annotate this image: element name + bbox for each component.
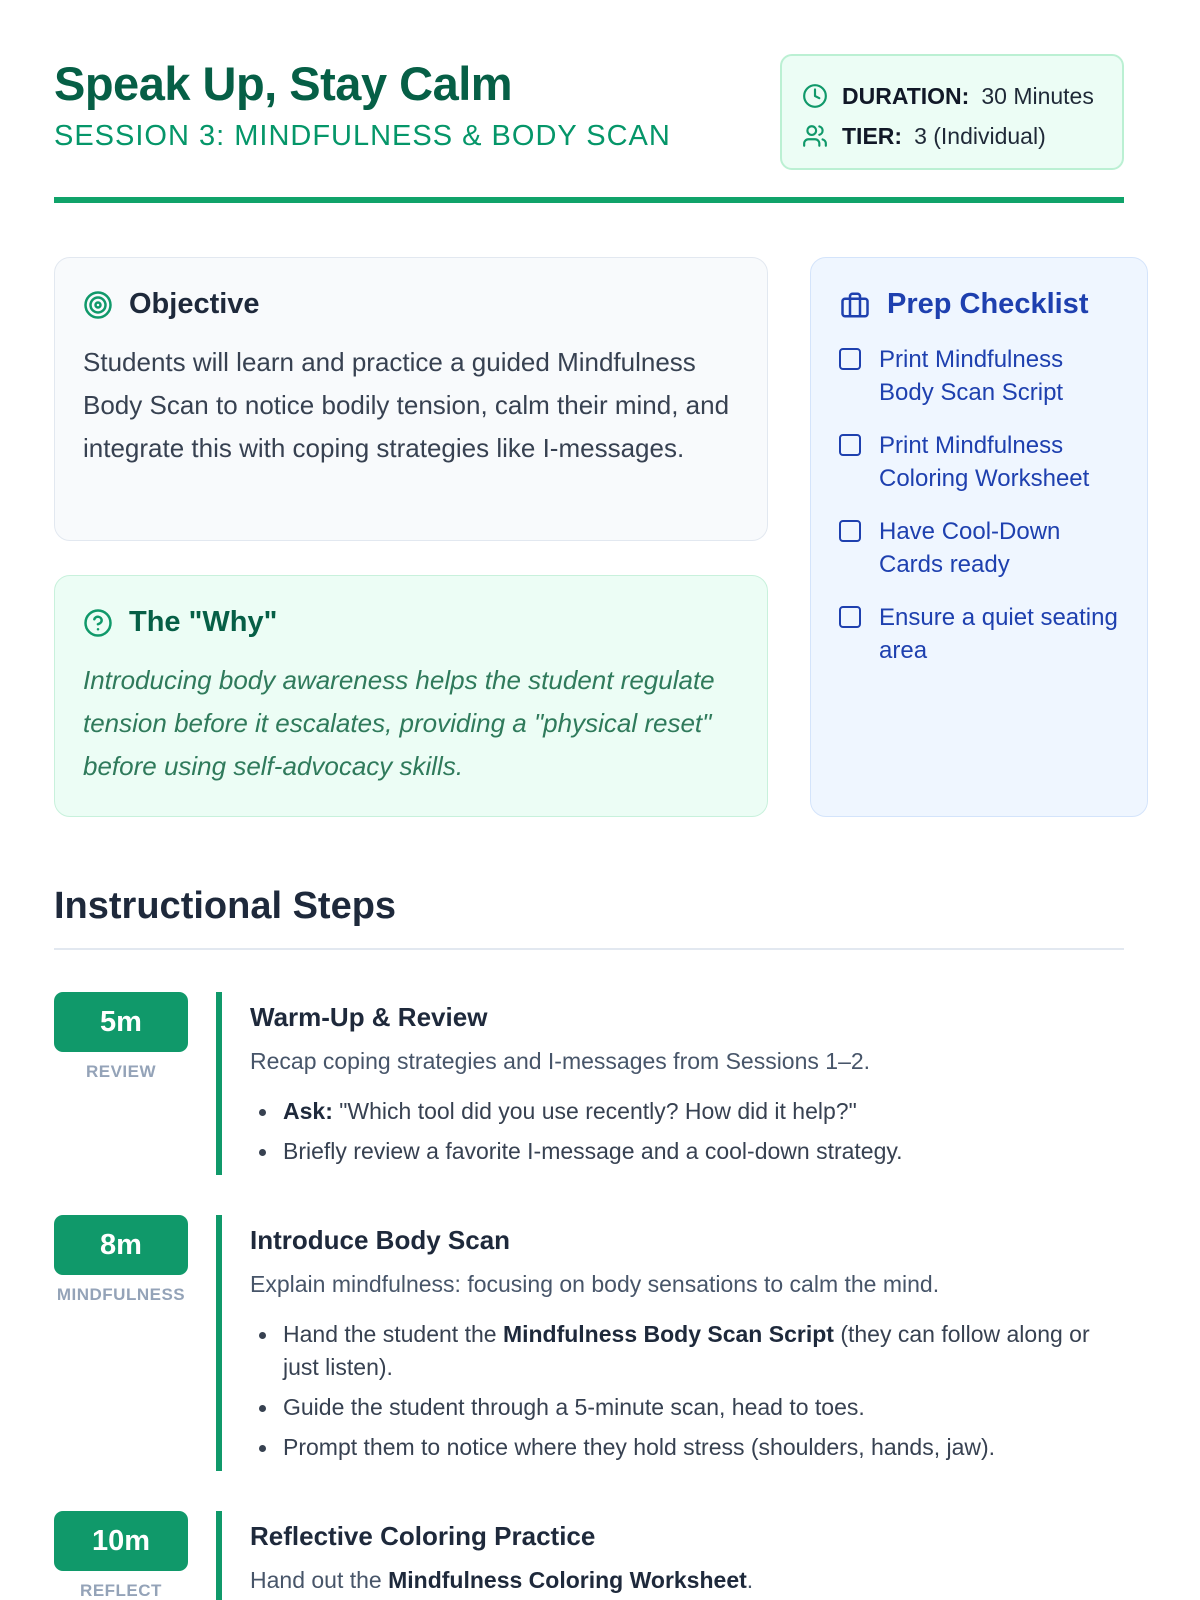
step-category: REFLECT (80, 1581, 162, 1600)
session-subtitle: SESSION 3: MINDFULNESS & BODY SCAN (54, 120, 671, 152)
briefcase-icon (839, 290, 871, 320)
time-badge: 5m (54, 992, 188, 1052)
step-title: Reflective Coloring Practice (250, 1521, 596, 1551)
steps-heading: Instructional Steps (54, 843, 1124, 950)
checkbox[interactable] (839, 606, 861, 628)
step-item (54, 1511, 1124, 1600)
why-text: Introducing body awareness helps the student regulate tension before it escalates, providing a "physical reset" before using self-advocacy skills. (83, 665, 715, 781)
bullet-text: Guide the student through a 5-minute scan, head to toes. (283, 1394, 865, 1420)
page-title: Speak Up, Stay Calm (54, 57, 513, 110)
description-bold: Mindfulness Coloring Worksheet (388, 1567, 747, 1593)
step-body (250, 1511, 1124, 1600)
checklist-item-label: Print Mindfulness Coloring Worksheet (879, 432, 1090, 492)
checklist-item[interactable] (839, 429, 1119, 495)
duration-label: DURATION: (842, 82, 970, 109)
steps-list (54, 950, 1124, 1600)
step-timing (54, 992, 188, 1175)
help-circle-icon (83, 608, 113, 638)
objective-card (54, 257, 768, 541)
duration-value: 30 Minutes (981, 82, 1094, 109)
users-icon (802, 123, 828, 149)
step-bullet (250, 1095, 1124, 1128)
checkbox[interactable] (839, 520, 861, 542)
step-divider (216, 1511, 222, 1600)
bullet-text: "Which tool did you use recently? How did it help?" (332, 1098, 857, 1124)
header (54, 0, 1124, 203)
step-body (250, 992, 1124, 1175)
step-title: Introduce Body Scan (250, 1225, 511, 1255)
description-text: . (746, 1567, 754, 1593)
checklist-item[interactable] (839, 515, 1119, 581)
step-timing (54, 1511, 188, 1600)
step-item (54, 1215, 1124, 1471)
step-bullet (250, 1135, 1124, 1168)
step-description (250, 1564, 1124, 1596)
step-item (54, 992, 1124, 1175)
step-category: MINDFULNESS (56, 1285, 186, 1304)
step-divider (216, 1215, 222, 1471)
overview-cards (54, 203, 1124, 843)
step-description: Explain mindfulness: focusing on body sensations to calm the mind. (250, 1271, 940, 1297)
step-bullets (250, 1318, 1124, 1464)
bullet-bold: Ask: (283, 1098, 333, 1124)
description-text: Hand out the (250, 1567, 389, 1593)
checkbox[interactable] (839, 434, 861, 456)
tier-label: TIER: (842, 122, 903, 149)
bullet-text: Hand the student the (283, 1321, 503, 1347)
bullet-bold: Mindfulness Body Scan Script (502, 1321, 834, 1347)
target-icon (83, 290, 113, 320)
checklist-item-label: Ensure a quiet seating area (879, 604, 1118, 664)
duration-row (802, 76, 1122, 116)
checklist-heading (839, 288, 1119, 321)
step-title: Warm-Up & Review (250, 1002, 488, 1032)
step-bullet (250, 1391, 1124, 1424)
objective-text: Students will learn and practice a guided Mindfulness Body Scan to notice bodily tension, calm their mind, and integrate this with coping strategies like I-messages. (83, 347, 730, 463)
time-badge: 8m (54, 1215, 188, 1275)
checkbox[interactable] (839, 348, 861, 370)
step-description: Recap coping strategies and I-messages from Sessions 1–2. (250, 1048, 871, 1074)
prep-checklist-card (810, 257, 1148, 817)
step-divider (216, 992, 222, 1175)
checklist-item[interactable] (839, 343, 1119, 409)
step-timing (54, 1215, 188, 1471)
step-body (250, 1215, 1124, 1471)
objective-heading (83, 288, 739, 321)
step-bullet (250, 1431, 1124, 1464)
step-category: REVIEW (85, 1062, 157, 1081)
checklist-item-label: Have Cool-Down Cards ready (879, 518, 1061, 578)
why-heading (83, 606, 739, 639)
step-bullets (250, 1095, 1124, 1168)
time-badge: 10m (54, 1511, 188, 1571)
why-heading-label: The "Why" (129, 606, 278, 638)
bullet-text: Briefly review a favorite I-message and a cool-down strategy. (283, 1138, 903, 1164)
why-card (54, 575, 768, 817)
tier-value: 3 (Individual) (914, 122, 1046, 149)
tier-row (802, 116, 1122, 156)
bullet-text: (they can follow along or just listen). (283, 1321, 1090, 1380)
checklist-item-label: Print Mindfulness Body Scan Script (879, 346, 1064, 406)
session-info-box (780, 54, 1124, 170)
bullet-text: Prompt them to notice where they hold stress (shoulders, hands, jaw). (283, 1434, 996, 1460)
objective-heading-label: Objective (129, 288, 260, 320)
step-bullet (250, 1318, 1124, 1384)
checklist-item[interactable] (839, 601, 1119, 667)
checklist-heading-label: Prep Checklist (887, 288, 1089, 320)
clock-icon (802, 83, 828, 109)
